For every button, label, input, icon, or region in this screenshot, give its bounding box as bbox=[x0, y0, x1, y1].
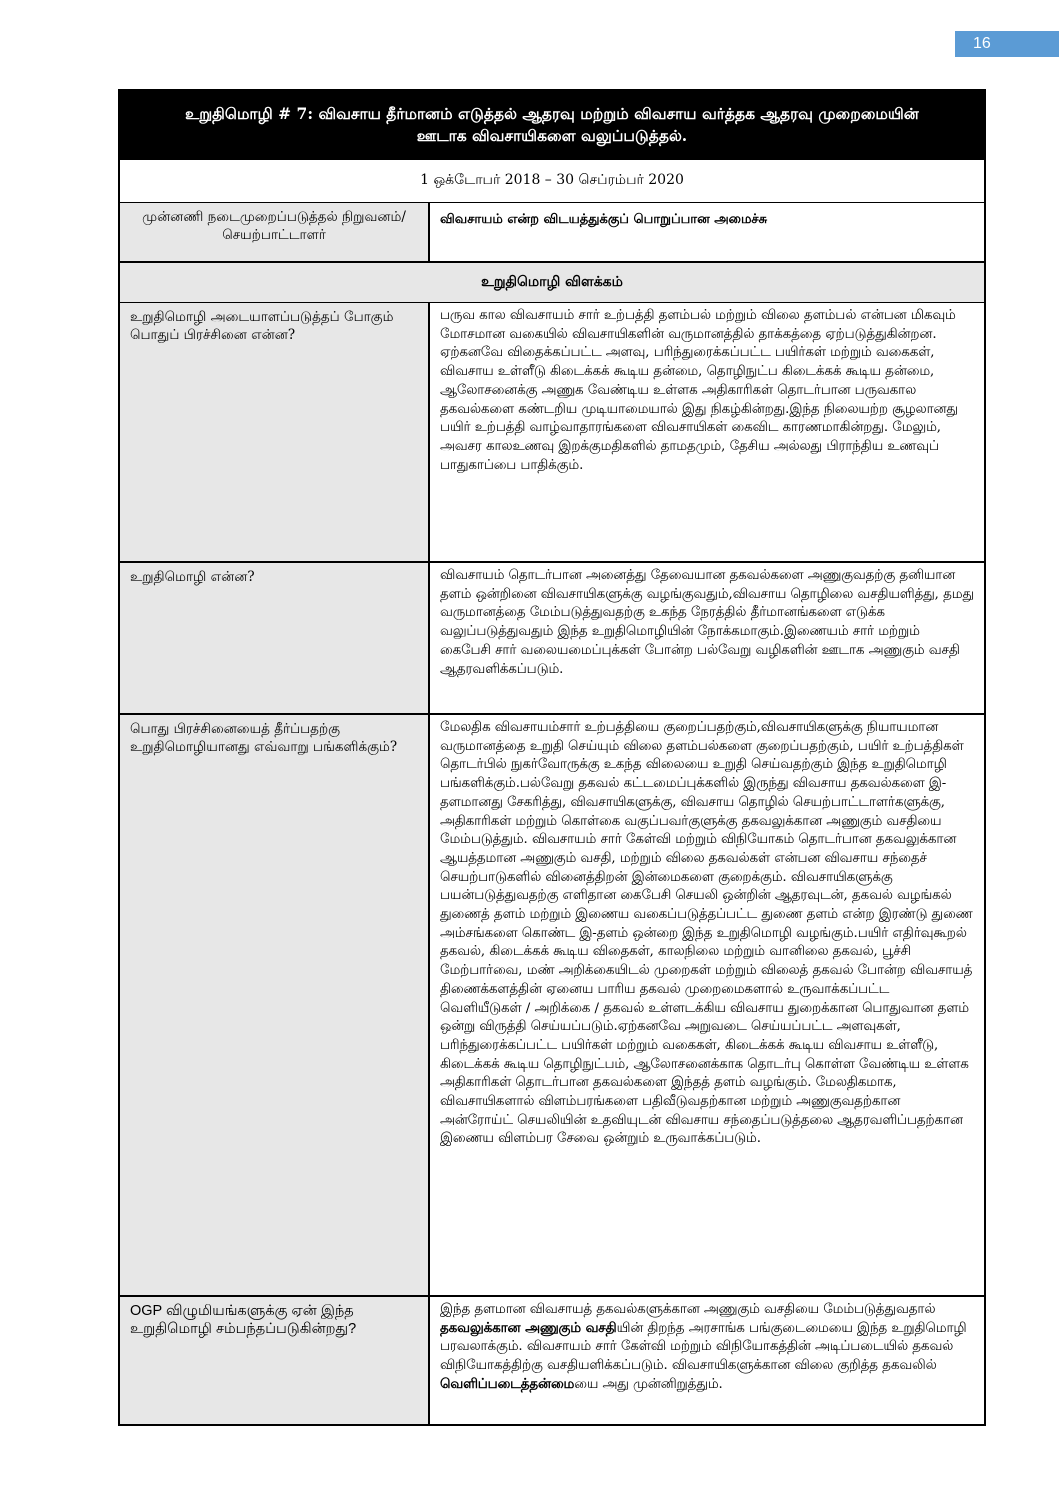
answer-emphasis-access: தகவலுக்கான அணுகும் வசதி bbox=[440, 1320, 617, 1336]
row-answer: பருவ கால விவசாயம் சார் உற்பத்தி தளம்பல் மற்றும் விலை தளம்பல் என்பன மிகவும் மோசமான வகையில் விவசாயிகளின் வருமானத்தில் தாக்கத்தை ஏற்படுத்துகின்றன. ஏற்கனவே விதைக்கப்பட்ட அளவு, பரிந்துரைக்கப்பட்ட பயிர்கள் மற்றும் வகைகள், விவசாய உள்ளீடு கிடைக்கக் கூடிய தன்மை, தொழிநுட்ப கிடைக்கக் கூடிய தன்மை, ஆலோசனைக்கு அணுக வேண்டிய உள்ளக அதிகாரிகள் தொடர்பான பருவகால தகவல்களை கண்டறிய முடியாமையால் இது நிகழ்கின்றது.இந்த நிலையற்ற சூழலானது பயிர் உற்பத்தி வாழ்வாதாரங்களை விவசாயிகள் கைவிட காரணமாகின்றது. மேலும், அவசர காலஉணவு இறக்குமதிகளில் தாமதமும், தேசிய அல்லது பிராந்திய உணவுப் பாதுகாப்பை பாதிக்கும். bbox=[440, 308, 958, 473]
table-row bbox=[120, 561, 984, 713]
commitment-title: உறுதிமொழி # 7: விவசாய தீர்மானம் எடுத்தல் ஆதரவு மற்றும் விவசாய வர்த்தக ஆதரவு முறைமையின் ஊடாக விவசாயிகளை வலுப்படுத்தல். bbox=[120, 91, 984, 159]
date-range: 1 ஒக்டோபர் 2018 – 30 செப்ரம்பர் 2020 bbox=[120, 159, 984, 202]
table-row bbox=[120, 713, 984, 1295]
row-answer: மேலதிக விவசாயம்சார் உற்பத்தியை குறைப்பதற்கும்,விவசாயிகளுக்கு நியாயமான வருமானத்தை உறுதி செய்யும் விலை தளம்பல்களை குறைப்பதற்கும், பயிர் உற்பத்திகள் தொடர்பில் நுகர்வோருக்கு உகந்த விலையை உறுதி செய்வதற்கும் இந்த உறுதிமொழி பங்களிக்கும்.பல்வேறு தகவல் கட்டமைப்புக்களில் இருந்து விவசாய தகவல்களை இ-தளமானது சேகரித்து, விவசாயிகளுக்கு, விவசாய தொழில் செயற்பாட்டாளர்களுக்கு, அதிகாரிகள் மற்றும் கொள்கை வகுப்பவர்குளுக்கு தகவலுக்கான அணுகும் வசதியை மேம்படுத்தும். விவசாயம் சார் கேள்வி மற்றும் விநியோகம் தொடர்பான தகவலுக்கான ஆயத்தமான அணுகும் வசதி, மற்றும் விலை தகவல்கள் என்பன விவசாய சந்தைச் செயற்பாடுகளில் வினைத்திறன் இன்மைகளை குறைக்கும். விவசாயிகளுக்கு பயன்படுத்துவதற்கு எளிதான கைபேசி செயலி ஒன்றின் ஆதரவுடன், தகவல் வழங்கல் துணைத் தளம் மற்றும் இணைய வகைப்படுத்தப்பட்ட துணை தளம் என்ற இரண்டு துணை அம்சங்களை கொண்ட இ-தளம் ஒன்றை இந்த உறுதிமொழி வழங்கும்.பயிர் எதிர்வுகூறல் தகவல், கிடைக்கக் கூடிய விதைகள், காலநிலை மற்றும் வானிலை தகவல், பூச்சி மேற்பார்வை, மண் அறிக்கையிடல் முறைகள் மற்றும் விலைத் தகவல் போன்ற விவசாயத் திணைக்களத்தின் ஏனைய பாரிய தகவல் முறைமைகளால் உருவாக்கப்பட்ட வெளியீடுகள் / அறிக்கை / தகவல் உள்ளடக்கிய விவசாய துறைக்கான பொதுவான தளம் ஒன்று விருத்தி செய்யப்படும்.ஏற்கனவே அறுவடை செய்யப்பட்ட அளவுகள், பரிந்துரைக்கப்பட்ட பயிர்கள் மற்றும் வகைகள், கிடைக்கக் கூடிய விவசாய உள்ளீடு, கிடைக்கக் கூடிய தொழிநுட்பம், ஆலோசனைக்காக தொடர்பு கொள்ள வேண்டிய உள்ளக அதிகாரிகள் தொடர்பான தகவல்களை இந்தத் தளம் வழங்கும். மேலதிகமாக, விவசாயிகளால் விளம்பரங்களை பதிவீடுவதற்கான மற்றும் அணுகுவதற்கான அன்ரோய்ட் செயலியின் உதவியுடன் விவசாய சந்தைப்படுத்தலை ஆதரவளிப்பதற்கான இணைய விளம்பர சேவை ஒன்றும் உருவாக்கப்படும். bbox=[440, 720, 973, 1147]
answer-emphasis-transparency: வெளிப்படைத்தன்மை bbox=[440, 1376, 575, 1392]
answer-part: யை அது முன்னிறுத்தும். bbox=[574, 1376, 723, 1392]
row-question: பொது பிரச்சினையைத் தீர்ப்பதற்கு உறுதிமொழியானது எவ்வாறு பங்களிக்கும்? bbox=[120, 715, 430, 1295]
row-answer: விவசாயம் தொடர்பான அனைத்து தேவையான தகவல்களை அணுகுவதற்கு தனியான தளம் ஒன்றினை விவசாயிகளுக்கு வழங்குவதும்,விவசாய தொழிலை வசதியளித்து, தமது வருமானத்தை மேம்படுத்துவதற்கு உகந்த நேரத்தில் தீர்மானங்களை எடுக்க வலுப்படுத்துவதும் இந்த உறுதிமொழியின் நோக்கமாகும்.இணையம் சார் மற்றும் கைபேசி சார் வலையமைப்புக்கள் போன்ற பல்வேறு வழிகளின் ஊடாக அணுகும் வசதி ஆதரவளிக்கப்படும். bbox=[440, 568, 975, 677]
agency-label: முன்னணி நடைமுறைப்படுத்தல் நிறுவனம்/செயற்பாட்டாளர் bbox=[120, 203, 430, 261]
table-row bbox=[120, 1295, 984, 1424]
row-question: உறுதிமொழி என்ன? bbox=[120, 563, 430, 713]
row-question: உறுதிமொழி அடையாளப்படுத்தப் போகும் பொதுப் பிரச்சினை என்ன? bbox=[120, 303, 430, 561]
row-question bbox=[120, 1297, 430, 1424]
page-number-badge: 16 bbox=[955, 31, 1059, 57]
answer-part: யின் திறந்த அரசாங்க பங்குடைமையை இந்த உறுதிமொழி பரவலாக்கும். விவசாயம் சார் கேள்வி மற்றும் விநியோகத்தின் அடிப்படையில் தகவல் விநியோகத்திற்கு வசதியளிக்கப்படும். விவசாயிகளுக்கான விலை குறித்த தகவலில் bbox=[440, 1320, 967, 1374]
commitment-table bbox=[118, 89, 986, 1426]
row-answer bbox=[430, 1297, 984, 1424]
agency-value: விவசாயம் என்ற விடயத்துக்குப் பொறுப்பான அமைச்சு bbox=[440, 212, 768, 227]
ogp-question: OGP விழுமியங்களுக்கு ஏன் இந்த உறுதிமொழி சம்பந்தப்படுகின்றது? bbox=[130, 1303, 357, 1337]
table-row bbox=[120, 302, 984, 561]
answer-part: இந்த தளமான விவசாயத் தகவல்களுக்கான அணுகும் வசதியை மேம்படுத்துவதால் bbox=[440, 1302, 936, 1317]
section-title: உறுதிமொழி விளக்கம் bbox=[120, 261, 984, 302]
agency-row bbox=[120, 202, 984, 261]
